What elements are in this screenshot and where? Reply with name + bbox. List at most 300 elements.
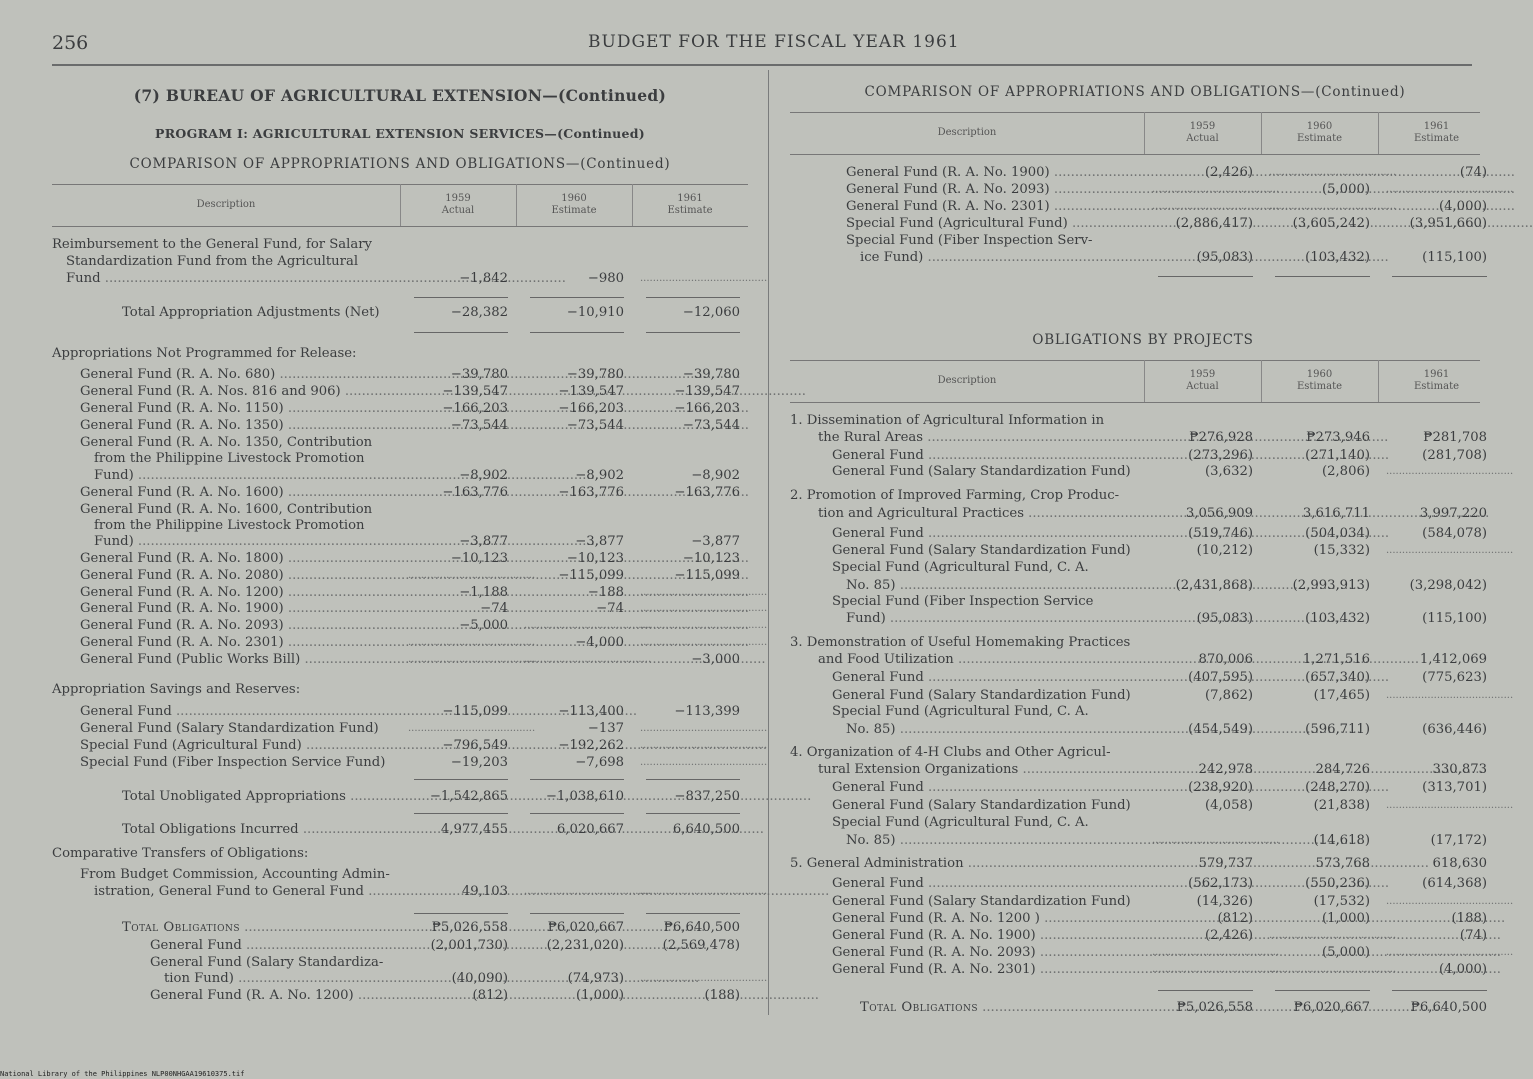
row-value: −1,188 — [459, 585, 508, 600]
blank-value-leader: ........................................ — [1152, 184, 1280, 195]
column-header: Description — [196, 199, 256, 210]
row-description — [790, 744, 1138, 761]
row-value: −8,902 — [575, 468, 624, 483]
row-value: 4,977,455 — [440, 822, 508, 837]
blank-value-leader: ........................................ — [1386, 947, 1514, 958]
row-description — [832, 703, 1138, 720]
row-description — [818, 761, 1138, 778]
row-label: 3. Demonstration of Useful Homemaking Practices — [790, 635, 1131, 650]
table-row — [0, 505, 1500, 522]
table-row — [0, 249, 1500, 266]
table-row — [0, 721, 1500, 738]
sum-rule — [646, 332, 740, 333]
table-row — [0, 927, 1500, 944]
blank-value-leader: ........................................ — [1269, 964, 1397, 975]
row-value: (188) — [704, 988, 740, 1003]
row-value: −10,123 — [682, 551, 740, 566]
row-value: ₱276,928 — [1189, 430, 1253, 445]
row-description — [832, 669, 1138, 686]
row-value: 242,978 — [1198, 762, 1253, 777]
row-value: −188 — [587, 585, 624, 600]
blank-value-leader: ........................................ — [1386, 896, 1514, 907]
row-label: General Fund (R. A. No. 1600, Contribution — [80, 502, 373, 517]
table-row — [0, 304, 1500, 321]
row-value: (103,432) — [1305, 611, 1370, 626]
blank-value-leader: ........................................ — [640, 603, 768, 614]
row-description — [832, 893, 1138, 910]
row-label: No. 85) — [846, 722, 896, 737]
row-value: (562,173) — [1188, 876, 1253, 891]
table-row — [0, 429, 1500, 446]
row-value: −8,902 — [459, 468, 508, 483]
row-value: (3,632) — [1204, 464, 1253, 479]
row-label: Total Unobligated Appropriations — [122, 789, 346, 804]
row-value: (273,296) — [1188, 448, 1253, 463]
sum-rule — [1275, 990, 1370, 991]
row-label: General Fund (R. A. No. 2301) — [846, 199, 1050, 214]
row-description — [80, 366, 394, 383]
header-bottom-rule — [790, 402, 1480, 403]
blank-value-leader: ........................................ — [640, 757, 768, 768]
row-value: 3,056,909 — [1185, 506, 1253, 521]
row-value: ₱281,708 — [1423, 430, 1487, 445]
row-value: (2,993,913) — [1292, 578, 1370, 593]
row-value: 618,630 — [1432, 856, 1487, 871]
row-value: (74) — [1459, 928, 1487, 943]
row-value: −5,000 — [459, 618, 508, 633]
row-value: 3,616,711 — [1302, 506, 1370, 521]
row-value: −1,842 — [459, 271, 508, 286]
row-label: istration, General Fund to General Fund — [94, 884, 364, 899]
row-label: Standardization Fund from the Agricultural — [66, 254, 359, 269]
table-row — [0, 944, 1514, 961]
row-description — [818, 429, 1138, 446]
row-label: Special Fund (Agricultural Fund, C. A. — [832, 815, 1089, 830]
column-header: 1960 Estimate — [551, 193, 597, 216]
row-value: (2,806) — [1321, 464, 1370, 479]
running-title: BUDGET FOR THE FISCAL YEAR 1961 — [588, 32, 960, 52]
row-label: the Rural Areas — [818, 430, 924, 445]
row-value: 49,103 — [461, 884, 508, 899]
row-value: (3,951,660) — [1409, 216, 1487, 231]
blank-value-leader: ........................................ — [640, 620, 768, 631]
column-header: 1961 Estimate — [667, 193, 713, 216]
row-label: General Fund (Salary Standardization Fund) — [832, 688, 1131, 703]
table-row — [0, 610, 1500, 627]
row-value: (1,000) — [575, 988, 624, 1003]
blank-value-leader: ........................................ — [524, 620, 652, 631]
row-value: (103,432) — [1305, 250, 1370, 265]
row-description — [790, 634, 1138, 651]
row-value: −113,400 — [558, 704, 624, 719]
row-label: General Fund (R. A. No. 2093) — [832, 945, 1036, 960]
table-row — [0, 232, 1500, 249]
row-label: General Fund (R. A. No. 2301) — [80, 635, 284, 650]
row-value: (812) — [472, 988, 508, 1003]
row-description — [832, 944, 1138, 961]
blank-value-leader: ........................................ — [640, 637, 768, 648]
row-value: −39,780 — [682, 367, 740, 382]
row-description — [846, 198, 1138, 215]
row-value: −74 — [480, 601, 508, 616]
row-description — [832, 542, 1138, 559]
row-value: −28,382 — [450, 305, 508, 320]
row-value: −139,547 — [442, 384, 508, 399]
row-label: General Fund — [832, 780, 924, 795]
row-description — [846, 164, 1138, 181]
row-label: tion and Agricultural Practices — [818, 506, 1024, 521]
row-label: tion Fund) — [164, 971, 234, 986]
blank-value-leader: ........................................ — [408, 570, 536, 581]
row-label: from the Philippine Livestock Promotion — [94, 451, 365, 466]
table-row — [0, 797, 1514, 814]
row-description — [790, 412, 1138, 429]
row-value: −115,099 — [558, 568, 624, 583]
table-row — [0, 198, 1500, 215]
row-value: −19,203 — [450, 755, 508, 770]
row-description — [122, 304, 394, 321]
row-label: Fund — [66, 271, 101, 286]
row-description — [832, 559, 1138, 576]
row-description — [832, 797, 1138, 814]
row-value: (519,746) — [1188, 526, 1253, 541]
column-header: 1959 Actual — [1186, 121, 1219, 144]
row-description — [80, 383, 394, 400]
row-description — [860, 999, 1138, 1016]
row-value: −39,780 — [450, 367, 508, 382]
sum-rule — [646, 297, 740, 298]
table-row — [0, 779, 1500, 796]
row-label: General Fund (R. A. No. 680) — [80, 367, 276, 382]
row-value: (5,000) — [1321, 182, 1370, 197]
row-value: ₱6,020,667 — [547, 920, 624, 935]
row-value: (812) — [1217, 911, 1253, 926]
row-label: General Fund (Salary Standardiza- — [150, 955, 384, 970]
row-label: 4. Organization of 4-H Clubs and Other Agricul- — [790, 745, 1111, 760]
row-label: Fund) — [94, 534, 134, 549]
row-description — [846, 610, 1138, 627]
row-value: −10,910 — [566, 305, 624, 320]
sum-rule — [414, 297, 508, 298]
page-number: 256 — [52, 32, 89, 54]
row-value: (95,083) — [1196, 611, 1253, 626]
table-row — [0, 447, 1500, 464]
row-label: General Fund (Public Works Bill) — [80, 652, 301, 667]
table-row — [0, 463, 1514, 480]
row-label: General Fund (Salary Standardization Fund) — [832, 798, 1131, 813]
row-description — [846, 215, 1138, 232]
blank-value-leader: ........................................ — [408, 637, 536, 648]
row-label: General Fund (R. A. No. 1900) — [846, 165, 1050, 180]
blank-value-leader: ........................................ — [640, 587, 768, 598]
row-value: −1,038,610 — [545, 789, 624, 804]
blank-value-leader: ........................................ — [640, 973, 768, 984]
table-row — [0, 814, 1500, 831]
top-rule — [52, 64, 1472, 66]
row-label: 5. General Administration — [790, 856, 964, 871]
row-label: General Fund (R. A. No. 1900) — [80, 601, 284, 616]
sum-rule — [414, 332, 508, 333]
table-row — [0, 832, 1500, 849]
row-value: −163,776 — [674, 485, 740, 500]
row-value: ₱273,946 — [1306, 430, 1370, 445]
sum-rule — [530, 332, 624, 333]
table-row — [0, 999, 1500, 1016]
row-value: (271,140) — [1305, 448, 1370, 463]
row-value: (7,862) — [1204, 688, 1253, 703]
row-description — [846, 181, 1138, 198]
row-value: ₱6,640,500 — [1410, 1000, 1487, 1015]
program-title: PROGRAM I: AGRICULTURAL EXTENSION SERVICES—(Continued) — [155, 126, 645, 141]
row-label: Fund) — [846, 611, 886, 626]
table-row — [0, 412, 1500, 429]
row-value: (4,058) — [1204, 798, 1253, 813]
row-value: (74) — [1459, 165, 1487, 180]
row-value: (2,431,868) — [1175, 578, 1253, 593]
row-value: −980 — [587, 271, 624, 286]
row-label: General Fund (Salary Standardization Fund) — [80, 721, 379, 736]
row-value: 330,873 — [1432, 762, 1487, 777]
row-value: (188) — [1451, 911, 1487, 926]
row-description — [846, 832, 1138, 849]
row-label: Total Obligations — [860, 1000, 978, 1015]
row-label: Special Fund (Fiber Inspection Serv- — [846, 233, 1093, 248]
row-label: General Fund (R. A. No. 1800) — [80, 551, 284, 566]
row-value: −166,203 — [558, 401, 624, 416]
row-label: Total Obligations Incurred — [122, 822, 299, 837]
bureau-title: (7) BUREAU OF AGRICULTURAL EXTENSION—(Continued) — [133, 86, 667, 105]
table-row — [0, 910, 1500, 927]
column-header: Description — [937, 375, 997, 386]
row-value: −163,776 — [558, 485, 624, 500]
table-row — [0, 164, 1500, 181]
row-description — [832, 961, 1138, 978]
blank-value-leader: ........................................ — [1386, 800, 1514, 811]
table-row — [0, 761, 1500, 778]
row-value: (3,298,042) — [1409, 578, 1487, 593]
blank-value-leader: ........................................ — [524, 886, 652, 897]
row-value: (2,001,730) — [430, 938, 508, 953]
row-value: 870,006 — [1198, 652, 1253, 667]
column-header: 1959 Actual — [1186, 369, 1219, 392]
row-description — [832, 927, 1138, 944]
row-value: −12,060 — [682, 305, 740, 320]
row-value: (10,212) — [1196, 543, 1253, 558]
row-value: −3,877 — [459, 534, 508, 549]
row-description — [832, 593, 1138, 610]
row-label: Special Fund (Agricultural Fund) — [846, 216, 1068, 231]
blank-value-leader: ........................................ — [1386, 466, 1514, 477]
row-value: (17,465) — [1313, 688, 1370, 703]
row-value: (115,100) — [1422, 611, 1487, 626]
row-value: −7,698 — [575, 755, 624, 770]
row-label: General Fund (R. A. No. 1900) — [832, 928, 1036, 943]
row-description — [832, 814, 1138, 831]
sum-rule — [1392, 276, 1487, 277]
row-label: General Fund (Salary Standardization Fund) — [832, 543, 1131, 558]
column-header: 1960 Estimate — [1296, 121, 1343, 144]
row-value: (3,605,242) — [1292, 216, 1370, 231]
row-value: ₱6,640,500 — [663, 920, 740, 935]
blank-value-leader: ........................................ — [640, 886, 768, 897]
table-row — [0, 744, 1500, 761]
row-value: (1,000) — [1321, 911, 1370, 926]
row-value: 1,412,069 — [1419, 652, 1487, 667]
row-value: (14,326) — [1196, 894, 1253, 909]
table-row — [0, 593, 1500, 610]
row-value: −73,544 — [450, 418, 508, 433]
row-value: (21,838) — [1313, 798, 1370, 813]
row-value: (614,368) — [1422, 876, 1487, 891]
row-value: −3,877 — [575, 534, 624, 549]
sum-rule — [530, 297, 624, 298]
row-value: (2,886,417) — [1175, 216, 1253, 231]
row-value: (14,618) — [1313, 833, 1370, 848]
row-label: General Fund (R. A. No. 1600) — [80, 485, 284, 500]
column-header: Description — [937, 127, 997, 138]
row-label: General Fund — [832, 526, 924, 541]
column-header: 1961 Estimate — [1413, 121, 1460, 144]
row-value: −166,203 — [674, 401, 740, 416]
table-row — [0, 855, 1500, 872]
row-value: ₱6,020,667 — [1293, 1000, 1370, 1015]
table-row — [0, 542, 1514, 559]
row-value: ₱5,026,558 — [431, 920, 508, 935]
row-label: General Fund (R. A. No. 1200) — [80, 585, 284, 600]
row-label: Fund) — [94, 468, 134, 483]
blank-value-leader: ........................................ — [408, 723, 536, 734]
row-description — [790, 487, 1138, 504]
blank-value-leader: ........................................ — [1269, 167, 1397, 178]
row-description — [846, 577, 1138, 594]
row-label: General Fund (R. A. No. 1350) — [80, 418, 284, 433]
row-value: −39,780 — [566, 367, 624, 382]
row-value: −837,250 — [674, 789, 740, 804]
row-value: (775,623) — [1422, 670, 1487, 685]
row-label: ice Fund) — [860, 250, 924, 265]
row-value: −73,544 — [682, 418, 740, 433]
blank-value-leader: ........................................ — [1152, 835, 1280, 846]
row-value: 284,726 — [1315, 762, 1370, 777]
column-header: 1961 Estimate — [1413, 369, 1460, 392]
projects-caption: OBLIGATIONS BY PROJECTS — [1032, 332, 1254, 348]
row-value: (281,708) — [1422, 448, 1487, 463]
row-label: General Fund — [150, 938, 242, 953]
blank-value-leader: ........................................ — [640, 740, 768, 751]
blank-value-leader: ........................................ — [1152, 964, 1280, 975]
row-value: −73,544 — [566, 418, 624, 433]
row-value: (248,270) — [1305, 780, 1370, 795]
table-row — [0, 893, 1514, 910]
table-row — [0, 669, 1500, 686]
row-value: −10,123 — [566, 551, 624, 566]
blank-value-leader: ........................................ — [408, 654, 536, 665]
row-value: (2,569,478) — [662, 938, 740, 953]
row-value: (115,100) — [1422, 250, 1487, 265]
header-bottom-rule — [790, 154, 1480, 155]
row-value: (17,172) — [1430, 833, 1487, 848]
row-description — [818, 505, 1138, 522]
row-value: (4,000) — [1438, 199, 1487, 214]
row-label: 2. Promotion of Improved Farming, Crop Produc- — [790, 488, 1120, 503]
row-value: (74,973) — [567, 971, 624, 986]
row-value: 579,737 — [1198, 856, 1253, 871]
row-description — [66, 270, 394, 287]
row-value: (4,000) — [1438, 962, 1487, 977]
table-row — [0, 270, 1500, 287]
row-label: General Fund (R. A. No. 2080) — [80, 568, 284, 583]
row-value: (657,340) — [1305, 670, 1370, 685]
sum-rule — [1158, 276, 1253, 277]
row-value: −166,203 — [442, 401, 508, 416]
row-description — [832, 463, 1138, 480]
table-row — [0, 181, 1514, 198]
row-description — [846, 232, 1138, 249]
right-top-caption: COMPARISON OF APPROPRIATIONS AND OBLIGATIONS—(Continued) — [864, 84, 1406, 100]
row-value: (2,231,020) — [546, 938, 624, 953]
row-label: General Fund (R. A. No. 2093) — [80, 618, 284, 633]
row-label: Appropriation Savings and Reserves: — [52, 682, 301, 697]
row-label: Comparative Transfers of Obligations: — [52, 846, 309, 861]
blank-value-leader: ........................................ — [1152, 201, 1280, 212]
blank-value-leader: ........................................ — [1386, 690, 1514, 701]
row-value: 573,768 — [1315, 856, 1370, 871]
table-row — [0, 961, 1500, 978]
row-label: General Fund (R. A. No. 1150) — [80, 401, 284, 416]
row-value: (550,236) — [1305, 876, 1370, 891]
row-description — [818, 651, 1138, 668]
sum-rule — [1392, 990, 1487, 991]
row-value: (2,426) — [1204, 928, 1253, 943]
row-label: General Fund — [832, 670, 924, 685]
row-label: General Fund (R. A. No. 2093) — [846, 182, 1050, 197]
row-label: General Fund (R. A. No. 1350, Contribution — [80, 435, 373, 450]
row-description — [790, 855, 1138, 872]
blank-value-leader: ........................................ — [1269, 201, 1397, 212]
row-description — [832, 910, 1138, 927]
row-label: tural Extension Organizations — [818, 762, 1019, 777]
row-label: General Fund — [832, 448, 924, 463]
row-label: General Fund (Salary Standardization Fund) — [832, 894, 1131, 909]
row-label: General Fund — [80, 704, 172, 719]
blank-value-leader: ........................................ — [1386, 184, 1514, 195]
row-description — [860, 249, 1138, 266]
row-description — [832, 525, 1138, 542]
row-label: Total Obligations — [122, 920, 240, 935]
row-value: −192,262 — [558, 738, 624, 753]
blank-value-leader: ........................................ — [1386, 545, 1514, 556]
row-value: 6,020,667 — [556, 822, 624, 837]
row-value: −8,902 — [691, 468, 740, 483]
row-value: (17,532) — [1313, 894, 1370, 909]
column-header: 1959 Actual — [441, 193, 475, 216]
row-value: −115,099 — [442, 704, 508, 719]
row-value: −4,000 — [575, 635, 624, 650]
table-row — [0, 577, 1500, 594]
row-label: General Fund (R. A. No. 2301) — [832, 962, 1036, 977]
row-description — [832, 687, 1138, 704]
blank-value-leader: ........................................ — [1269, 930, 1397, 941]
table-row — [0, 875, 1500, 892]
row-label: General Fund — [832, 876, 924, 891]
row-description — [832, 779, 1138, 796]
row-label: Total Appropriation Adjustments (Net) — [122, 305, 380, 320]
row-value: (584,078) — [1422, 526, 1487, 541]
row-value: 3,997,220 — [1419, 506, 1487, 521]
row-label: Special Fund (Agricultural Fund, C. A. — [832, 704, 1089, 719]
table-row — [0, 651, 1500, 668]
blank-value-leader: ........................................ — [524, 654, 652, 665]
